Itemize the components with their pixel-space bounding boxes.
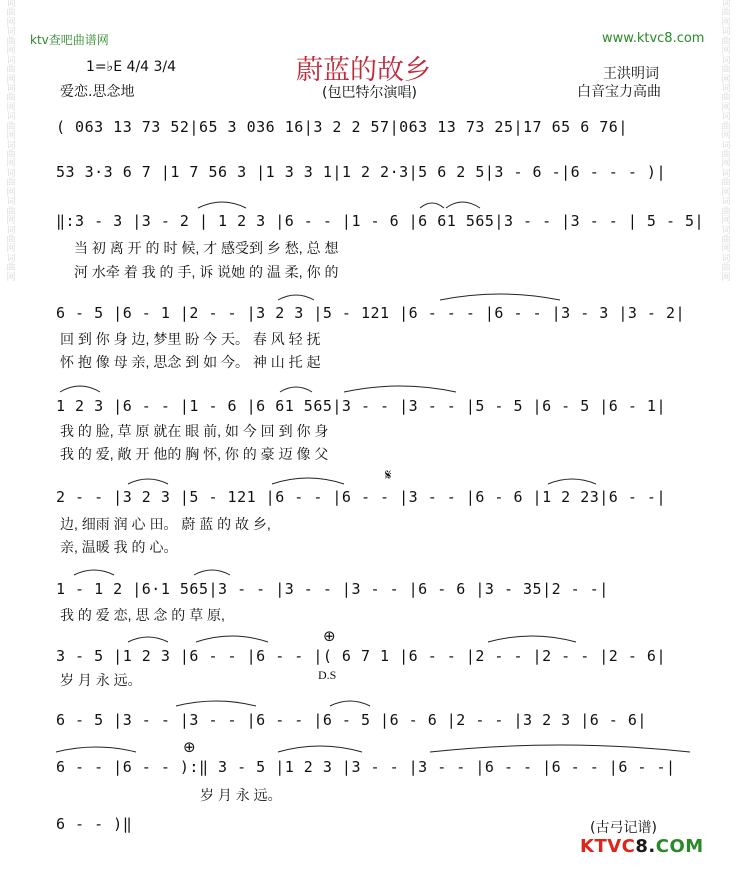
- lyric-line-4: 怀 抱 像 母 亲, 思念 到 如 今。 神 山 托 起: [60, 354, 321, 370]
- score-line-5: 1 2 3 |6 - - |1 - 6 |6 61 565|3 - - |3 - - |5 - 5 |6 - 5 |6 - 1|: [56, 397, 666, 415]
- site-url-right[interactable]: www.ktvc8.com: [602, 31, 705, 46]
- song-title: 蔚蓝的故乡: [296, 55, 431, 86]
- score-line-4: 6 - 5 |6 - 1 |2 - - |3 2 3 |5 - 121 |6 - - - |6 - - |3 - 3 |3 - 2|: [56, 304, 686, 322]
- site-name-left[interactable]: ktv查吧曲谱网: [30, 33, 109, 47]
- watermark-right: 词曲网词曲网词曲网词曲网词曲网词曲网词曲网词曲网词曲网词曲网: [721, 0, 731, 283]
- lyric-line-2: 河 水牵 着 我 的 手, 诉 说她 的 温 柔, 你 的: [74, 264, 339, 280]
- lyric-line-6: 我 的 爱, 敞 开 他的 胸 怀, 你 的 豪 迈 像 父: [60, 446, 329, 462]
- key-signature: 1=♭E 4/4 3/4: [86, 59, 177, 75]
- ds-marking: D.S: [318, 668, 337, 682]
- lyric-line-3: 回 到 你 身 边, 梦里 盼 今 天。 春 风 轻 抚: [60, 331, 321, 347]
- lyric-line-11: 岁 月 永 远。: [200, 787, 282, 803]
- composer: 白音宝力高曲: [577, 84, 661, 100]
- performer: (包巴特尔演唱): [322, 85, 417, 101]
- lyric-line-10: 岁 月 永 远。: [60, 672, 142, 688]
- score-line-7: 1 - 1 2 |6·1 565|3 - - |3 - - |3 - - |6 - 6 |3 - 35|2 - -|: [56, 580, 609, 598]
- lyric-line-7: 边, 细雨 润 心 田。 蔚 蓝 的 故 乡,: [60, 516, 271, 532]
- logo-part-b: 8.: [635, 836, 656, 857]
- score-line-1: ( 063 13 73 52|65 3 036 16|3 2 2 57|063 13 73 25|17 65 6 76|: [56, 118, 628, 136]
- score-line-8: 3 - 5 |1 2 3 |6 - - |6 - - |( 6 7 1 |6 - - |2 - - |2 - - |2 - 6|: [56, 647, 666, 665]
- lyric-line-8: 亲, 温暖 我 的 心。: [60, 539, 178, 555]
- coda-sign: ⊕: [323, 627, 336, 645]
- score-line-10: 6 - - |6 - - ):‖ 3 - 5 |1 2 3 |3 - - |3 - - |6 - - |6 - - |6 - -|: [56, 758, 676, 776]
- lyric-line-5: 我 的 脸, 草 原 就在 眼 前, 如 今 回 到 你 身: [60, 423, 329, 439]
- transcriber-note: (古弓记谱): [590, 820, 657, 836]
- logo-part-a: KTVC: [580, 836, 636, 857]
- coda-sign-2: ⊕: [183, 738, 196, 756]
- lyricist: 王洪明词: [603, 66, 659, 82]
- score-line-6: 2 - - |3 2 3 |5 - 121 |6 - - |6 - - |3 - - |6 - 6 |1 2 23|6 - -|: [56, 488, 666, 506]
- score-line-11: 6 - - )‖: [56, 815, 133, 833]
- site-logo[interactable]: [580, 836, 704, 857]
- segno-sign: 𝄋: [385, 466, 392, 484]
- expression-mark: 爱恋.思念地: [60, 84, 135, 100]
- score-line-3: ‖:3 - 3 |3 - 2 | 1 2 3 |6 - - |1 - 6 |6 61 565|3 - - |3 - - | 5 - 5|: [56, 212, 705, 230]
- lyric-line-1: 当 初 离 开 的 时 候, 才 感受到 乡 愁, 总 想: [74, 240, 339, 256]
- watermark-left: 词曲网词曲网词曲网词曲网词曲网词曲网词曲网词曲网词曲网词曲网: [6, 0, 16, 283]
- logo-part-c: COM: [655, 836, 704, 857]
- score-line-9: 6 - 5 |3 - - |3 - - |6 - - |6 - 5 |6 - 6 |2 - - |3 2 3 |6 - 6|: [56, 711, 647, 729]
- score-line-2: 53 3·3 6 7 |1 7 56 3 |1 3 3 1|1 2 2·3|5 6 2 5|3 - 6 -|6 - - - )|: [56, 163, 666, 181]
- lyric-line-9: 我 的 爱 恋, 思 念 的 草 原,: [60, 607, 225, 623]
